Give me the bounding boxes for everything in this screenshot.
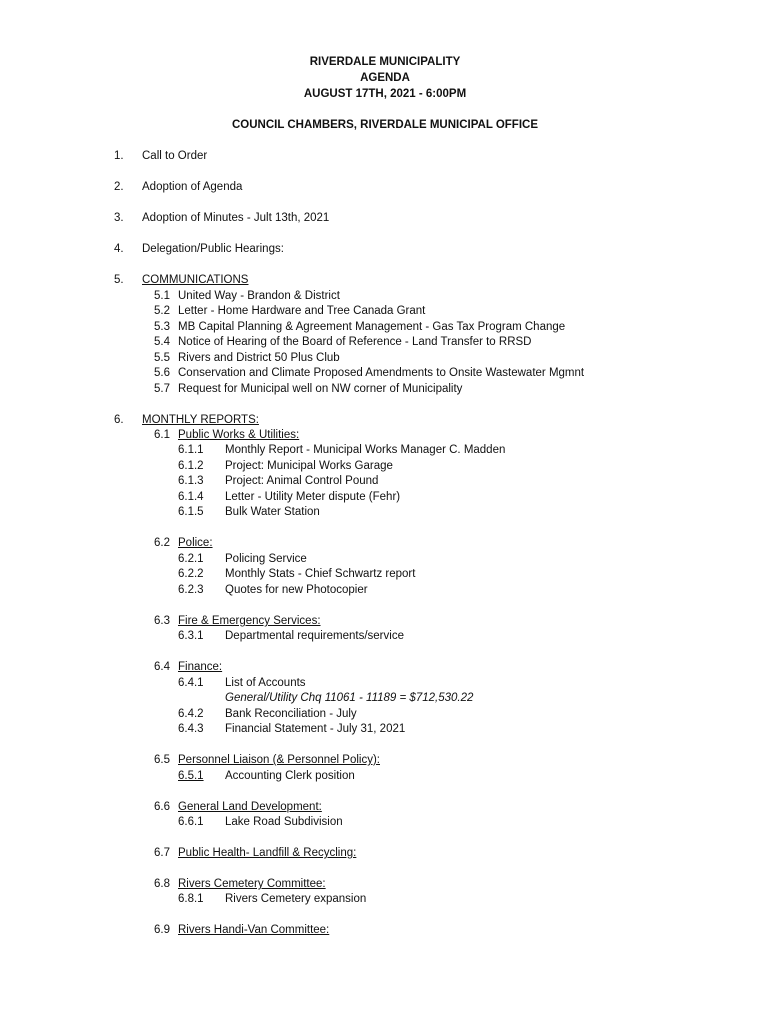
- detail-number: 6.2.3: [178, 584, 204, 596]
- detail-text: Departmental requirements/service: [225, 630, 404, 642]
- detail-text: Bank Reconciliation - July: [225, 708, 357, 720]
- sub-item-text: Conservation and Climate Proposed Amendments to Onsite Wastewater Mgmnt: [178, 367, 585, 379]
- detail-text: Quotes for new Photocopier: [225, 584, 368, 596]
- sub-section-number: 6.9: [154, 924, 170, 936]
- item-text: Delegation/Public Hearings:: [142, 243, 284, 255]
- detail-number: 6.2.1: [178, 553, 204, 565]
- header-location: COUNCIL CHAMBERS, RIVERDALE MUNICIPAL OFFICE: [231, 119, 539, 131]
- sub-item-number: 5.4: [154, 336, 170, 348]
- sub-section-number: 6.3: [154, 615, 170, 627]
- item-number: 6.: [114, 414, 124, 426]
- sub-item-text: MB Capital Planning & Agreement Management - Gas Tax Program Change: [178, 321, 566, 333]
- detail-number: 6.6.1: [178, 816, 204, 828]
- sub-section-title-police: Police:: [178, 537, 213, 549]
- detail-number: 6.1.5: [178, 506, 204, 518]
- section-heading-monthly-reports: MONTHLY REPORTS:: [142, 414, 259, 426]
- sub-item-number: 5.5: [154, 352, 170, 364]
- sub-section-title-public-works: Public Works & Utilities:: [178, 429, 300, 441]
- detail-text: Project: Animal Control Pound: [225, 475, 379, 487]
- sub-section-number: 6.7: [154, 847, 170, 859]
- header-date: AUGUST 17TH, 2021 - 6:00PM: [303, 88, 467, 100]
- sub-section-number: 6.5: [154, 754, 170, 766]
- detail-text: Bulk Water Station: [225, 506, 320, 518]
- sub-section-title-cemetery: Rivers Cemetery Committee:: [178, 878, 326, 890]
- detail-number: 6.1.1: [178, 444, 204, 456]
- sub-section-title-fire: Fire & Emergency Services:: [178, 615, 321, 627]
- sub-item-number: 5.2: [154, 305, 170, 317]
- item-number: 2.: [114, 181, 124, 193]
- detail-number: 6.4.3: [178, 723, 204, 735]
- detail-number: 6.1.3: [178, 475, 204, 487]
- sub-section-number: 6.2: [154, 537, 170, 549]
- sub-item-number: 5.6: [154, 367, 170, 379]
- sub-section-number: 6.1: [154, 429, 170, 441]
- sub-item-text: Request for Municipal well on NW corner of Municipality: [178, 383, 463, 395]
- header-agenda: AGENDA: [360, 72, 410, 84]
- sub-item-number: 5.1: [154, 290, 170, 302]
- detail-text: Monthly Stats - Chief Schwartz report: [225, 568, 416, 580]
- sub-section-title-public-health: Public Health- Landfill & Recycling:: [178, 847, 357, 859]
- section-heading-communications: COMMUNICATIONS: [142, 274, 249, 286]
- sub-section-title-personnel: Personnel Liaison (& Personnel Policy):: [178, 754, 380, 766]
- sub-item-text: Rivers and District 50 Plus Club: [178, 352, 340, 364]
- accounts-note: General/Utility Chq 11061 - 11189 = $712,530.22: [225, 692, 474, 704]
- detail-number: 6.5.1: [178, 770, 204, 782]
- sub-item-text: Notice of Hearing of the Board of Reference - Land Transfer to RRSD: [178, 336, 532, 348]
- sub-section-number: 6.8: [154, 878, 170, 890]
- item-number: 5.: [114, 274, 124, 286]
- sub-section-title-finance: Finance:: [178, 661, 223, 673]
- detail-text: List of Accounts: [225, 677, 306, 689]
- detail-text: Accounting Clerk position: [225, 770, 355, 782]
- sub-section-number: 6.4: [154, 661, 170, 673]
- item-text: Call to Order: [142, 150, 208, 162]
- detail-text: Lake Road Subdivision: [225, 816, 343, 828]
- detail-text: Project: Municipal Works Garage: [225, 460, 393, 472]
- sub-item-text: Letter - Home Hardware and Tree Canada Grant: [178, 305, 426, 317]
- item-number: 3.: [114, 212, 124, 224]
- item-text: Adoption of Agenda: [142, 181, 243, 193]
- detail-text: Policing Service: [225, 553, 307, 565]
- sub-item-text: United Way - Brandon & District: [178, 290, 340, 302]
- header-municipality: RIVERDALE MUNICIPALITY: [309, 56, 461, 68]
- detail-text: Financial Statement - July 31, 2021: [225, 723, 406, 735]
- detail-number: 6.4.2: [178, 708, 204, 720]
- item-text: Adoption of Minutes - Jult 13th, 2021: [142, 212, 330, 224]
- sub-item-number: 5.7: [154, 383, 170, 395]
- item-number: 4.: [114, 243, 124, 255]
- detail-text: Monthly Report - Municipal Works Manager C. Madden: [225, 444, 506, 456]
- sub-item-number: 5.3: [154, 321, 170, 333]
- sub-section-title-land-development: General Land Development:: [178, 801, 322, 813]
- detail-number: 6.1.4: [178, 491, 204, 503]
- detail-text: Rivers Cemetery expansion: [225, 893, 367, 905]
- item-number: 1.: [114, 150, 124, 162]
- detail-number: 6.3.1: [178, 630, 204, 642]
- detail-number: 6.4.1: [178, 677, 204, 689]
- detail-number: 6.1.2: [178, 460, 204, 472]
- detail-number: 6.2.2: [178, 568, 204, 580]
- sub-section-title-handi-van: Rivers Handi-Van Committee:: [178, 924, 330, 936]
- detail-text: Letter - Utility Meter dispute (Fehr): [225, 491, 401, 503]
- sub-section-number: 6.6: [154, 801, 170, 813]
- detail-number: 6.8.1: [178, 893, 204, 905]
